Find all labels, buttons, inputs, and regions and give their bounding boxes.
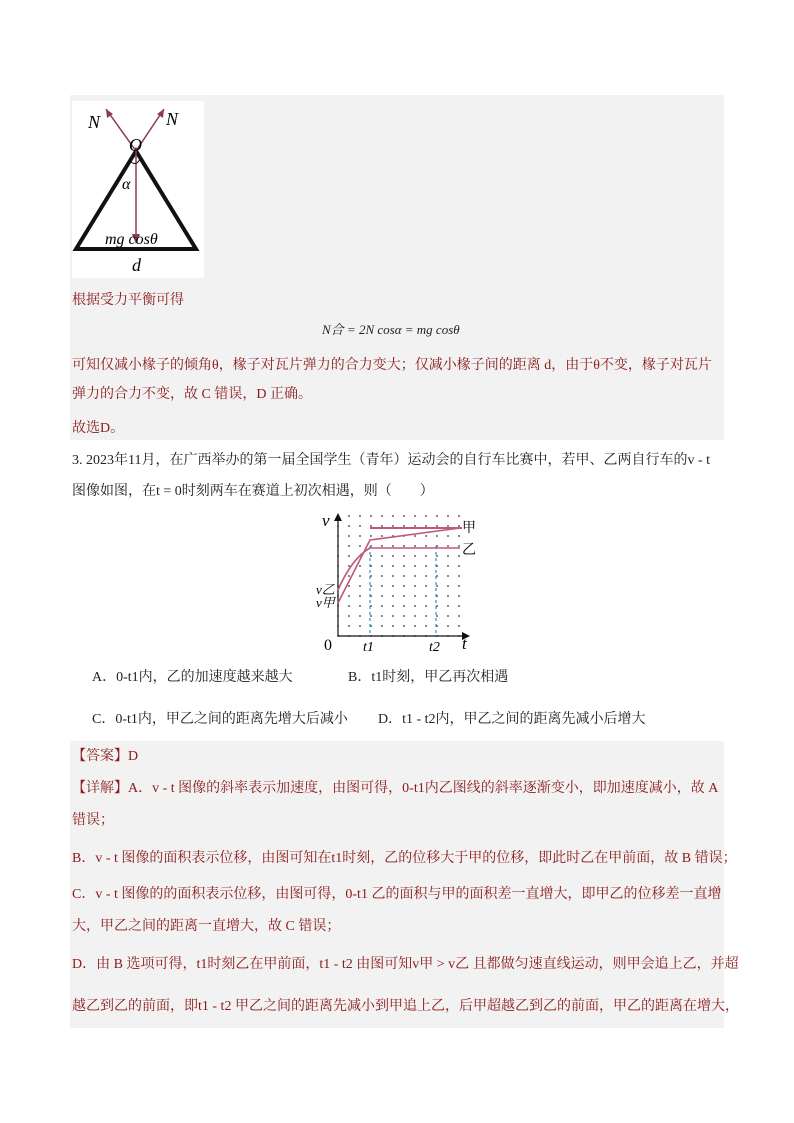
grid-dot [403,605,405,607]
grid-dot [359,515,361,517]
label-o: O [129,135,142,155]
prev-formula: N合 = 2N cosα = mg cosθ [322,322,460,337]
grid-dot [414,605,416,607]
detail-d2: 越乙到乙的前面，即t1 - t2 甲乙之间的距离先减小到甲追上乙，后甲超越乙到乙的前面，甲乙的距离在增大， [72,999,739,1014]
grid-dot [403,525,405,527]
grid-dot [392,565,394,567]
grid-dot [425,625,427,627]
grid-dot [359,585,361,587]
grid-dot [425,585,427,587]
grid-dot [403,595,405,597]
grid-dot [392,555,394,557]
grid-dot [359,615,361,617]
grid-dot [414,585,416,587]
grid-dot [458,555,460,557]
label-n-right: N [166,109,179,129]
graph-jia: 甲 [462,520,476,536]
grid-dot [425,525,427,527]
grid-dot [370,525,372,527]
grid-dot [414,575,416,577]
grid-dot [447,525,449,527]
grid-dot [458,595,460,597]
grid-dot [414,625,416,627]
option-b[interactable]: B．t1时刻，甲乙再次相遇 [348,670,509,685]
grid-dot [381,625,383,627]
grid-dot [447,575,449,577]
grid-dot [381,595,383,597]
prev-text2a: 可知仅减小椽子的倾角θ，椽子对瓦片弹力的合力变大；仅减小椽子间的距离 d，由于θ不变，椽子对瓦片 [72,358,712,373]
grid-dot [458,625,460,627]
prev-text2b: 弹力的合力不变，故 C 错误，D 正确。 [72,387,312,402]
graph-v: v [322,511,330,530]
grid-dot [348,625,350,627]
grid-dot [381,525,383,527]
grid-dot [370,515,372,517]
grid-dot [447,515,449,517]
grid-dot [414,555,416,557]
grid-dot [436,515,438,517]
grid-dot [436,555,438,557]
grid-dot [436,535,438,537]
detail-b1: B．v - t 图像的面积表示位移，由图可知在t1时刻，乙的位移大于甲的位移，即此时乙在甲前面，故 B 错误； [72,851,737,866]
grid-dot [447,585,449,587]
grid-dot [348,545,350,547]
graph-grid [337,515,460,637]
detail-a2: 错误； [72,813,114,828]
grid-dot [425,555,427,557]
option-a[interactable]: A．0-t1内，乙的加速度越来越大 [92,670,293,685]
grid-dot [425,595,427,597]
grid-dot [381,575,383,577]
grid-dot [381,535,383,537]
graph-origin: 0 [324,637,332,654]
grid-dot [447,625,449,627]
grid-dot [392,585,394,587]
grid-dot [458,575,460,577]
detail-a1 [72,779,718,799]
grid-dot [359,595,361,597]
grid-dot [392,575,394,577]
grid-dot [381,615,383,617]
grid-dot [447,595,449,597]
grid-dot [414,525,416,527]
grid-dot [414,535,416,537]
grid-dot [425,605,427,607]
grid-dot [348,585,350,587]
grid-dot [392,525,394,527]
grid-dot [447,545,449,547]
grid-dot [348,575,350,577]
prev-text1: 根据受力平衡可得 [72,293,184,308]
question-line1: 3. 2023年11月，在广西举办的第一届全国学生（青年）运动会的自行车比赛中，若甲、乙两自行车的v - t [72,453,711,468]
detail-a1-text: A．v - t 图像的斜率表示加速度，由图可得，0-t1内乙图线的斜率逐渐变小，即加速度减小，故 A [128,781,719,796]
grid-dot [458,525,460,527]
grid-dot [403,615,405,617]
grid-dot [359,575,361,577]
grid-dot [458,615,460,617]
detail-label: 【详解】 [72,781,128,796]
grid-dot [447,565,449,567]
grid-dot [359,535,361,537]
grid-dot [414,545,416,547]
grid-dot [348,605,350,607]
grid-dot [447,615,449,617]
label-n-left: N [88,112,101,132]
grid-dot [403,575,405,577]
grid-dot [392,605,394,607]
grid-dot [414,565,416,567]
grid-dot [348,615,350,617]
grid-dot [359,545,361,547]
grid-dot [348,515,350,517]
grid-dot [359,605,361,607]
grid-dot [381,565,383,567]
grid-dot [403,555,405,557]
grid-dot [359,625,361,627]
answer-label: 【答案】 [72,749,128,764]
question-line2: 图像如图，在t = 0时刻两车在赛道上初次相遇，则（ ） [72,484,434,499]
detail-d1: D．由 B 选项可得，t1时刻乙在甲前面，t1 - t2 由图可知v甲 > v乙 且都做匀速直线运动，则甲会追上乙，并超 [72,957,739,972]
prev-text3: 故选D。 [72,421,125,436]
detail-c2: 大，甲乙之间的距离一直增大，故 C 错误； [72,919,341,934]
vt-graph [312,510,482,655]
grid-dot [392,615,394,617]
graph-t1: t1 [363,640,374,655]
grid-dot [436,615,438,617]
grid-dot [381,585,383,587]
grid-dot [392,515,394,517]
label-mgcos: mg cosθ [105,231,158,248]
grid-dot [458,565,460,567]
grid-dot [359,565,361,567]
grid-dot [425,565,427,567]
grid-dot [348,535,350,537]
graph-t2: t2 [429,640,440,655]
grid-dot [348,555,350,557]
grid-dot [359,525,361,527]
grid-dot [425,515,427,517]
grid-dot [458,545,460,547]
grid-dot [458,535,460,537]
grid-dot [381,515,383,517]
grid-dot [458,585,460,587]
grid-dot [403,625,405,627]
grid-dot [425,545,427,547]
answer-line [72,747,138,767]
grid-dot [414,515,416,517]
grid-dot [381,545,383,547]
graph-v-jia: v甲 [316,595,335,610]
jia-curve [338,528,460,603]
grid-dot [381,605,383,607]
option-d[interactable]: D．t1 - t2内，甲乙之间的距离先减小后增大 [378,712,646,727]
grid-dot [403,565,405,567]
answer-value: D [128,749,139,764]
grid-dot [436,585,438,587]
grid-dot [348,595,350,597]
grid-dot [370,535,372,537]
grid-dot [447,605,449,607]
grid-dot [348,525,350,527]
yi-curve [338,548,460,590]
detail-c1: C．v - t 图像的的面积表示位移，由图可得，0-t1 乙的面积与甲的面积差一直增大，即甲乙的位移差一直增 [72,887,722,902]
grid-dot [414,595,416,597]
option-c[interactable]: C．0-t1内，甲乙之间的距离先增大后减小 [92,712,348,727]
grid-dot [370,615,372,617]
grid-dot [458,605,460,607]
grid-dot [447,535,449,537]
grid-dot [425,535,427,537]
grid-dot [436,525,438,527]
grid-dot [458,515,460,517]
grid-dot [370,585,372,587]
label-d: d [132,255,141,275]
grid-dot [381,555,383,557]
graph-v-yi: v乙 [316,582,335,597]
force-diagram [72,101,204,278]
grid-dot [414,615,416,617]
grid-dot [392,595,394,597]
grid-dot [425,615,427,617]
grid-dot [392,625,394,627]
graph-t: t [462,634,467,653]
label-alpha: α [122,176,131,193]
graph-yi: 乙 [462,542,476,558]
grid-dot [447,555,449,557]
grid-dot [403,585,405,587]
grid-dot [370,555,372,557]
grid-dot [403,515,405,517]
grid-dot [403,545,405,547]
grid-dot [425,575,427,577]
grid-dot [392,545,394,547]
grid-dot [348,565,350,567]
